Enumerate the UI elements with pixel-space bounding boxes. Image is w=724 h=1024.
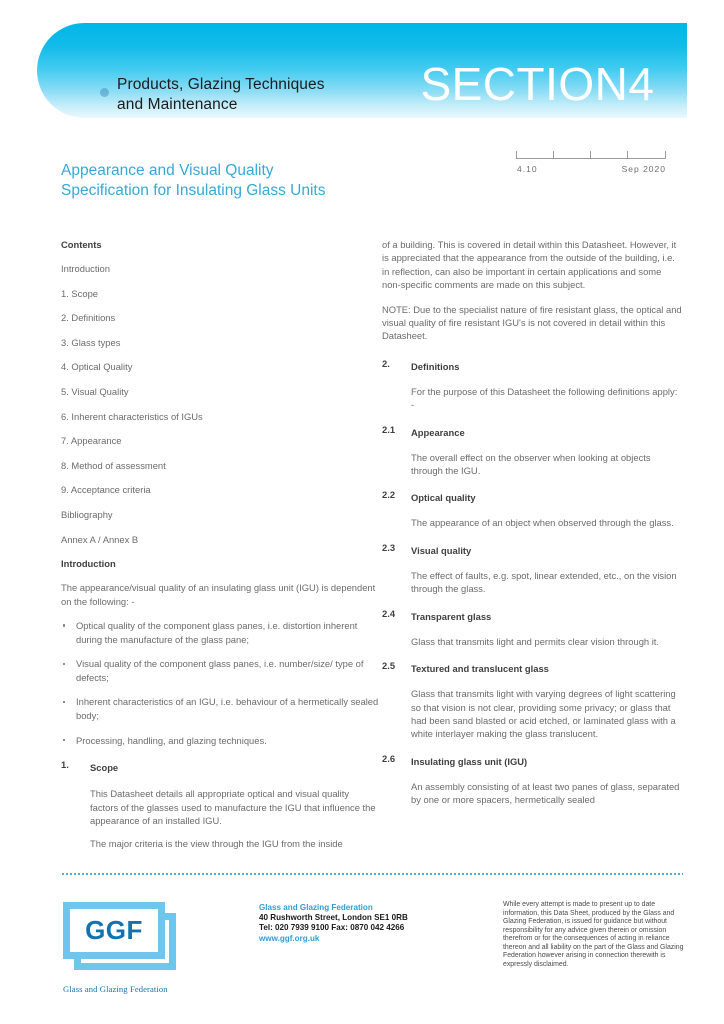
paragraph: The appearance of an object when observed through the glass. — [411, 517, 674, 529]
fire-resistant-note: NOTE: Due to the specialist nature of fire resistant glass, the optical and visual quality of fire resistant IGU's is not covered in detail within this Datasheet. — [382, 303, 682, 342]
toc-item-definitions[interactable]: 2. Definitions — [61, 312, 116, 324]
definition-heading-2-2 — [382, 488, 682, 506]
definition-title: Optical quality — [411, 492, 476, 504]
banner-bullet-dot — [100, 88, 109, 97]
scope-section-title: Scope — [90, 762, 119, 774]
toc-item-visual-quality[interactable]: 5. Visual Quality — [61, 385, 129, 397]
introduction-lead-paragraph: The appearance/visual quality of an insulating glass unit (IGU) is dependent on the following: - — [61, 582, 376, 607]
banner-kicker-line-2: and Maintenance — [117, 96, 238, 113]
definition-number: 2.1 — [382, 423, 396, 435]
contact-address: 40 Rushworth Street, London SE1 0RB — [259, 913, 408, 923]
section-label — [420, 58, 654, 110]
paragraph: For the purpose of this Datasheet the following definitions apply: - — [411, 385, 678, 411]
definition-heading-2-4 — [382, 607, 682, 625]
paragraph: The effect of faults, e.g. spot, linear extended, etc., on the vision through the glass. — [411, 569, 677, 595]
toc-item-optical-quality[interactable]: 4. Optical Quality — [61, 361, 133, 373]
banner-kicker — [117, 75, 407, 115]
definition-number: 2.3 — [382, 541, 396, 553]
list-item: Optical quality of the component glass panes, i.e. distortion inherent during the manufacture of the glass pane; — [61, 619, 379, 646]
logo-caption: Glass and Glazing Federation — [63, 984, 168, 994]
definition-number: 2.4 — [382, 607, 396, 619]
toc-item-glass-types[interactable]: 3. Glass types — [61, 336, 121, 348]
ggf-logo-mark-icon — [63, 902, 176, 970]
toc-item-annexes[interactable]: Annex A / Annex B — [61, 533, 139, 545]
definition-number: 2.6 — [382, 752, 396, 764]
list-item: Processing, handling, and glazing techniques. — [61, 734, 379, 748]
banner-kicker-line-1: Products, Glazing Techniques — [117, 76, 325, 93]
page-title-line-1: Appearance and Visual Quality — [61, 162, 274, 179]
list-item: Visual quality of the component glass panes, i.e. number/size/ type of defects; — [61, 657, 379, 684]
footer-disclaimer: While every attempt is made to present up to date information, this Data Sheet, produced by the Glass and Glazing Federation, is issued for guidance but without responsibility for any advice given therein or omission therefrom or for the consequences of acting in reliance thereon and all liability on the part of the Glass and Glazing Federation however arising in connection therewith is expressly disclaimed. — [503, 901, 684, 968]
footer-contact-block — [259, 903, 489, 944]
definition-number: 2.5 — [382, 660, 396, 672]
toc-item-inherent-characteristics[interactable]: 6. Inherent characteristics of IGUs — [61, 410, 203, 422]
ruler-tick — [665, 151, 666, 159]
list-item: Inherent characteristics of an IGU, i.e. behaviour of a hermetically sealed body; — [61, 695, 379, 722]
contact-organisation: Glass and Glazing Federation — [259, 903, 373, 912]
scope-section-number: 1. — [61, 759, 69, 771]
definition-title: Transparent glass — [411, 610, 492, 622]
footer-divider — [61, 873, 683, 875]
definition-body-2-6 — [382, 780, 682, 807]
ruler-tick — [516, 151, 517, 159]
page-title — [61, 161, 441, 200]
ruler-tick — [553, 151, 554, 159]
definition-body-2-3 — [382, 569, 682, 596]
introduction-bullet-list — [61, 619, 379, 747]
paragraph: Glass that transmits light and permits clear vision through it. — [411, 635, 660, 647]
toc-item-method-of-assessment[interactable]: 8. Method of assessment — [61, 459, 166, 471]
contact-phone: Tel: 020 7939 9100 Fax: 0870 042 4266 — [259, 923, 405, 933]
definitions-section-heading — [382, 357, 682, 375]
toc-item-acceptance-criteria[interactable]: 9. Acceptance criteria — [61, 484, 151, 496]
paragraph: This Datasheet details all appropriate optical and visual quality factors of the glasses used to manufacture the IGU that influence the appearance of an installed IGU. — [90, 788, 376, 826]
version-date-stamp — [516, 150, 666, 182]
left-column — [61, 238, 379, 862]
contact-website-link[interactable]: www.ggf.org.uk — [259, 933, 320, 943]
paragraph: An assembly consisting of at least two panes of glass, separated by one or more spacers, hermetically sealed — [411, 780, 680, 806]
definition-body-2-1 — [382, 451, 682, 478]
definition-title: Appearance — [411, 426, 465, 438]
definition-heading-2-5 — [382, 659, 682, 677]
introduction-heading: Introduction — [61, 558, 116, 570]
definition-heading-2-6 — [382, 752, 682, 770]
definitions-section-number: 2. — [382, 357, 390, 369]
definitions-section-title: Definitions — [411, 360, 460, 372]
logo-monogram: GGF — [85, 915, 143, 945]
definition-title: Insulating glass unit (IGU) — [411, 755, 528, 767]
toc-item-introduction[interactable]: Introduction — [61, 263, 110, 274]
definition-number: 2.2 — [382, 489, 396, 501]
definition-heading-2-1 — [382, 423, 682, 441]
datasheet-version: 4.10 — [517, 164, 538, 174]
paragraph: Glass that transmits light with varying degrees of light scattering so that vision is not clear, providing some privacy; or glass that had been sand blasted or acid etched, or laminated glass with a white interlayer making the glass translucent. — [411, 688, 676, 740]
ggf-logo — [63, 902, 238, 994]
definition-heading-2-3 — [382, 541, 682, 559]
page-title-line-2: Specification for Insulating Glass Units — [61, 181, 326, 199]
right-column — [382, 238, 682, 818]
scope-section-heading — [61, 758, 379, 776]
section-word: SECTION — [420, 58, 629, 110]
paragraph: The major criteria is the view through the IGU from the inside — [90, 838, 343, 850]
toc-item-appearance[interactable]: 7. Appearance — [61, 435, 122, 447]
definition-title: Visual quality — [411, 544, 472, 556]
definitions-intro-body — [382, 385, 682, 412]
paragraph: The overall effect on the observer when looking at objects through the IGU. — [411, 451, 651, 477]
contents-heading: Contents — [61, 239, 102, 250]
header-banner — [37, 23, 687, 118]
definition-body-2-2 — [382, 516, 682, 529]
scope-section-body — [61, 787, 379, 851]
ruler-tick — [627, 151, 628, 159]
ruler-baseline — [516, 158, 666, 159]
toc-item-scope[interactable]: 1. Scope — [61, 287, 99, 299]
section-number: 4 — [628, 58, 654, 110]
definition-body-2-5 — [382, 687, 682, 741]
toc-item-bibliography[interactable]: Bibliography — [61, 508, 113, 520]
scope-continuation-paragraph: of a building. This is covered in detail within this Datasheet. However, it is appreciated that the appearance from the outside of the building, i.e. in reflection, can also be important in certain applications and some non-specific comments are made on this subject. — [382, 239, 677, 291]
datasheet-date: Sep 2020 — [621, 164, 666, 174]
definition-body-2-4 — [382, 635, 682, 648]
ruler-tick — [590, 151, 591, 159]
definition-title: Textured and translucent glass — [411, 663, 549, 675]
